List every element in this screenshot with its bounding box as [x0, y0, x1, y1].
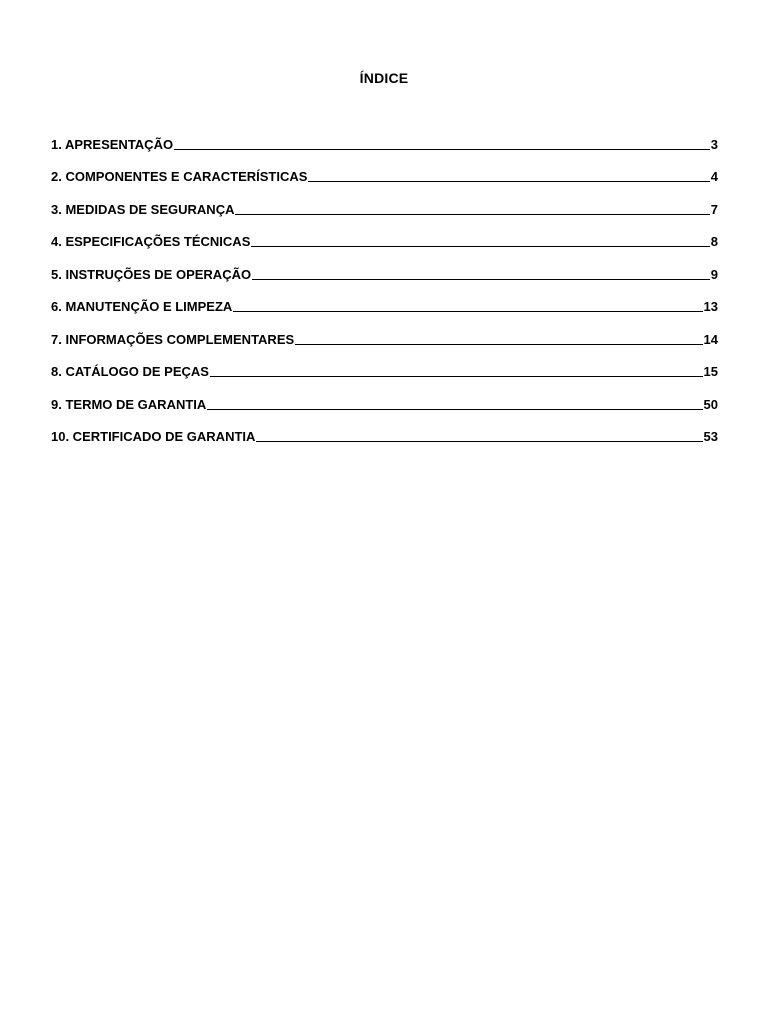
page-title: ÍNDICE [359, 70, 409, 86]
toc-entry-page-number: 7 [710, 201, 718, 217]
toc-leader-line [256, 441, 702, 442]
toc-entry-page-number: 9 [710, 266, 718, 282]
toc-entry-page-number: 14 [703, 331, 718, 347]
toc-entry-especificacoes[interactable] [51, 218, 718, 251]
toc-leader-line [174, 149, 710, 150]
toc-leader-line [207, 409, 702, 410]
toc-entry-page-number: 3 [710, 136, 718, 152]
toc-entry-label: 4. ESPECIFICAÇÕES TÉCNICAS [51, 234, 251, 249]
toc-leader-line [252, 279, 710, 280]
toc-entry-label: 9. TERMO DE GARANTIA [51, 396, 207, 412]
toc-leader-line [210, 376, 703, 377]
toc-entry-termo-garantia[interactable] [51, 380, 718, 413]
toc-entry-label: 1. APRESENTAÇÃO [51, 136, 174, 152]
toc-entry-label: 2. COMPONENTES E CARACTERÍSTICAS [51, 169, 308, 184]
toc-leader-line [251, 246, 709, 247]
toc-entry-page-number: 4 [710, 169, 718, 184]
toc-entry-page-number: 53 [703, 429, 718, 444]
toc-entry-label: 8. CATÁLOGO DE PEÇAS [51, 364, 209, 379]
toc-entry-page-number: 13 [703, 299, 718, 314]
toc-entry-manutencao[interactable] [51, 283, 718, 316]
toc-entry-label: 5. INSTRUÇÕES DE OPERAÇÃO [51, 266, 252, 282]
toc-leader-line [308, 181, 709, 182]
toc-entry-page-number: 8 [710, 234, 718, 249]
toc-entry-apresentacao[interactable] [51, 120, 718, 153]
toc-entry-informacoes[interactable] [51, 315, 718, 348]
toc-entry-page-number: 15 [703, 364, 718, 379]
toc-entry-page-number: 50 [703, 396, 718, 412]
toc-entry-label: 7. INFORMAÇÕES COMPLEMENTARES [51, 331, 295, 347]
toc-entry-label: 3. MEDIDAS DE SEGURANÇA [51, 201, 235, 217]
table-of-contents [51, 120, 718, 445]
toc-entry-medidas-seguranca[interactable] [51, 185, 718, 218]
toc-entry-catalogo[interactable] [51, 348, 718, 381]
toc-leader-line [295, 344, 702, 345]
toc-entry-label: 6. MANUTENÇÃO E LIMPEZA [51, 299, 233, 314]
toc-entry-label: 10. CERTIFICADO DE GARANTIA [51, 429, 256, 444]
toc-entry-instrucoes[interactable] [51, 250, 718, 283]
toc-leader-line [235, 214, 709, 215]
toc-entry-certificado-garantia[interactable] [51, 413, 718, 446]
toc-leader-line [233, 311, 702, 312]
toc-entry-componentes[interactable] [51, 153, 718, 186]
